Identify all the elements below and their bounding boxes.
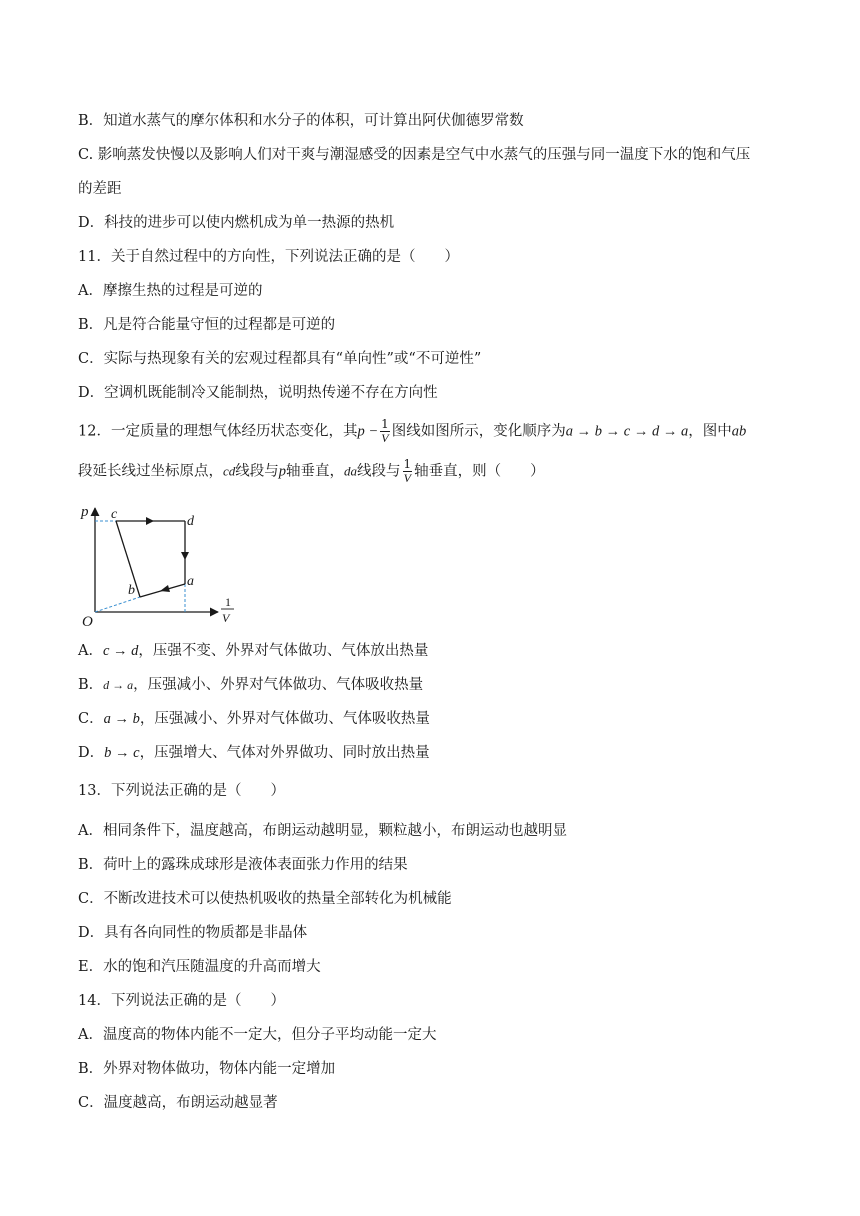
- q11-option-d: D．空调机既能制冷又能制热，说明热传递不存在方向性: [78, 385, 438, 401]
- axis-x-label-num: 1: [225, 595, 231, 609]
- q13-option-b: B．荷叶上的露珠成球形是液体表面张力作用的结果: [78, 857, 408, 873]
- frac-num: 1: [403, 457, 412, 471]
- q10-option-c-line1: C. 影响蒸发快慢以及影响人们对干爽与潮湿感受的因素是空气中水蒸气的压强与同一温度下水的饱和气压: [78, 147, 751, 163]
- origin-label: O: [82, 614, 93, 630]
- q12-stem-text-a: 12．一定质量的理想气体经历状态变化，其: [78, 423, 358, 440]
- q13-option-d: D．具有各向同性的物质都是非晶体: [78, 925, 308, 941]
- q12-option-b: [78, 675, 423, 695]
- q12-option-d: [78, 743, 430, 763]
- q12-stem-cd: cd: [223, 463, 236, 479]
- process-label: a → b: [103, 711, 140, 727]
- point-b-label: b: [128, 583, 135, 598]
- q11-option-a: A．摩擦生热的过程是可逆的: [78, 283, 263, 299]
- option-letter: C．: [78, 711, 104, 727]
- q13-stem: 13．下列说法正确的是（ ）: [78, 783, 285, 799]
- arrow-c-to-d: [146, 517, 154, 525]
- option-letter: A．: [78, 643, 103, 659]
- q13-option-e: E．水的饱和汽压随温度的升高而增大: [78, 959, 321, 975]
- q12-option-a: [78, 641, 428, 661]
- q12-stem-text-b: 图线如图所示，变化顺序为: [391, 423, 566, 440]
- option-text: ，压强减小、外界对气体做功、气体吸收热量: [139, 711, 430, 727]
- q12-stem-da: da: [344, 463, 358, 479]
- axis-x-label-den: V: [222, 611, 230, 625]
- q12-stem-text-g: 线段与: [357, 463, 401, 480]
- option-text: ，压强增大、气体对外界做功、同时放出热量: [139, 745, 430, 761]
- point-c-label: c: [111, 507, 118, 522]
- q13-option-a: A．相同条件下，温度越高，布朗运动越明显，颗粒越小，布朗运动也越明显: [78, 823, 567, 839]
- q14-option-c: C．温度越高，布朗运动越显著: [78, 1095, 278, 1111]
- point-a-label: a: [187, 574, 194, 589]
- process-label: c → d: [102, 643, 139, 659]
- q12-option-c: [78, 709, 430, 729]
- q12-stem-line1: [78, 418, 746, 445]
- frac-num: 1: [381, 417, 389, 431]
- frac-den: V: [381, 431, 389, 445]
- process-label: b → c: [104, 745, 140, 761]
- q12-stem-p: p: [278, 463, 287, 480]
- q12-stem-pv: p −: [357, 423, 379, 440]
- q10-option-b: B．知道水蒸气的摩尔体积和水分子的体积，可计算出阿伏伽德罗常数: [78, 113, 524, 129]
- q12-stem-ab: ab: [731, 423, 747, 440]
- point-d-label: d: [187, 514, 194, 529]
- q12-stem-fraction: [380, 418, 390, 445]
- option-letter: D．: [78, 745, 105, 761]
- q14-stem: 14．下列说法正确的是（ ）: [78, 993, 285, 1009]
- q11-option-c: C．实际与热现象有关的宏观过程都具有“单向性”或“不可逆性”: [78, 351, 482, 367]
- q12-stem-text-e: 线段与: [235, 463, 279, 480]
- q12-stem-text-c: ，图中: [688, 423, 732, 440]
- q12-stem-text-f: 轴垂直，: [286, 463, 345, 480]
- q12-stem-text-h: 轴垂直，则（ ）: [414, 463, 545, 480]
- q10-option-d: D．科技的进步可以使内燃机成为单一热源的热机: [78, 215, 395, 231]
- q14-option-a: A．温度高的物体内能不一定大，但分子平均动能一定大: [78, 1027, 437, 1043]
- arrow-a-to-b: [160, 585, 170, 592]
- q14-option-b: B．外界对物体做功，物体内能一定增加: [78, 1061, 336, 1077]
- q12-stem-sequence: a → b → c → d → a: [565, 423, 689, 440]
- q12-stem-fraction-2: [403, 458, 413, 485]
- q13-option-c: C．不断改进技术可以使热机吸收的热量全部转化为机械能: [78, 891, 452, 907]
- process-label: d → a: [103, 678, 134, 692]
- axis-y-label: p: [81, 504, 89, 520]
- q12-stem-line2: [78, 458, 545, 485]
- option-letter: B．: [78, 677, 104, 693]
- q11-option-b: B．凡是符合能量守恒的过程都是可逆的: [78, 317, 336, 333]
- ab-extension-dashed: [95, 597, 140, 612]
- arrow-d-to-a: [181, 552, 189, 560]
- q10-option-c-line2: 的差距: [78, 181, 122, 197]
- q11-stem: 11．关于自然过程中的方向性，下列说法正确的是（ ）: [78, 249, 459, 265]
- p-v-diagram: [78, 500, 248, 630]
- option-text: ，压强减小、外界对气体做功、气体吸收热量: [133, 677, 424, 693]
- option-text: ，压强不变、外界对气体做功、气体放出热量: [138, 643, 429, 659]
- frac-den: V: [403, 471, 412, 485]
- q12-stem-text-d: 段延长线过坐标原点，: [78, 463, 223, 480]
